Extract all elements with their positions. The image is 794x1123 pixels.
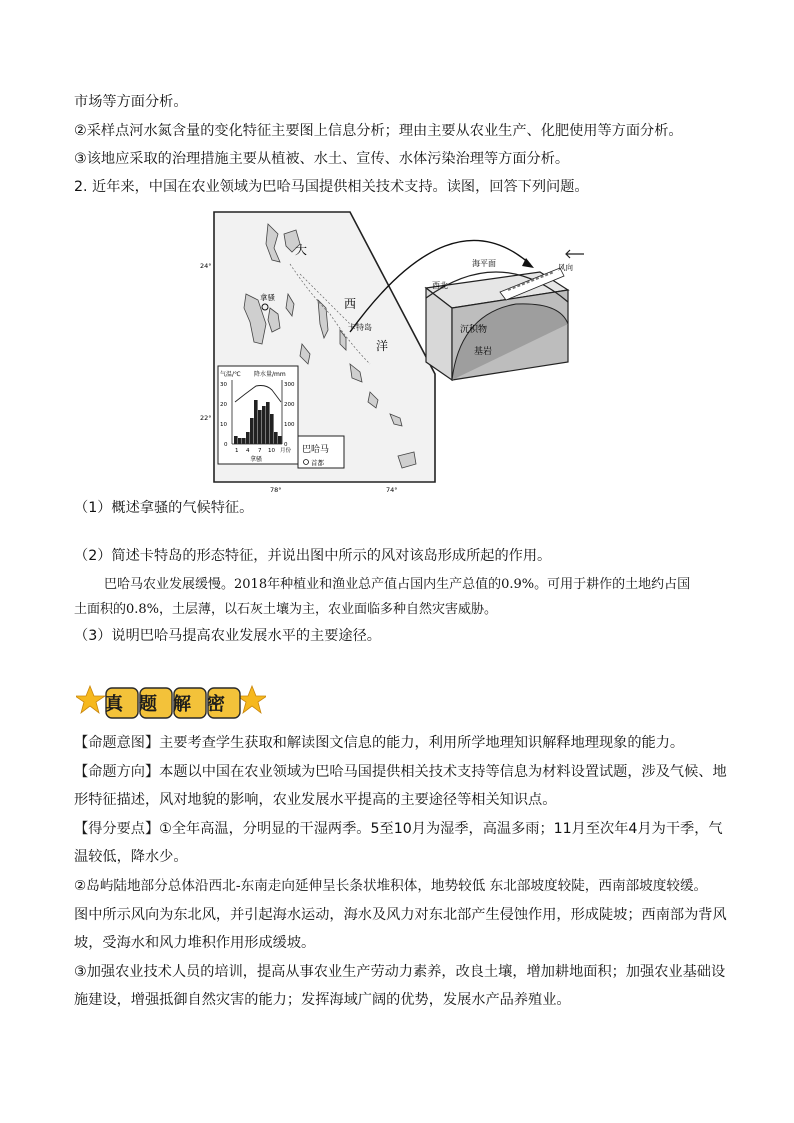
chart-station: 拿骚 [250, 456, 263, 463]
chart-left-tick: 10 [220, 422, 227, 428]
chart-right-tick: 200 [284, 402, 295, 408]
label-lat-top: 24° [200, 262, 212, 270]
label-sediment: 沉积物 [460, 325, 488, 335]
chart-left-tick: 30 [220, 382, 227, 388]
label-lon-right: 74° [386, 486, 398, 494]
label-sea-level: 海平面 [472, 259, 496, 268]
question-3: （3）说明巴哈马提高农业发展水平的主要途径。 [74, 628, 381, 644]
direction-text-1: 本题以中国在农业领域为巴哈马国提供相关技术支持等信息为材料设置试题，涉及气候、地 [159, 764, 727, 780]
answer-banner [76, 680, 266, 726]
banner-title: 真题解密 [105, 694, 241, 715]
intent-line [74, 733, 684, 753]
question-2: （2）简述卡特岛的形态特征，并说出图中所示的风对该岛形成所起的作用。 [74, 548, 552, 564]
chart-right-title: 降水量/mm [254, 371, 286, 378]
intent-text: 主要考查学生获取和解读图文信息的能力，利用所学地理知识解释地理现象的能力。 [159, 735, 685, 751]
points-line-4: 图中所示风向为东北风，并引起海水运动，海水及风力对东北部产生侵蚀作用，形成陡坡；西南部为背风 [74, 907, 727, 923]
material-line-2: 土面积的0.8%，土层薄，以石灰土壤为主，农业面临多种自然灾害威胁。 [74, 602, 498, 617]
legend-capital: 首都 [311, 459, 324, 467]
label-wind: 风向 [558, 263, 573, 272]
material-line-1: 巴哈马农业发展缓慢。2018年种植业和渔业总产值占国内生产总值的0.9%。可用于耕作的土地约占国 [104, 577, 691, 592]
points-line-2: 温较低，降水少。 [74, 849, 188, 865]
intro-line-3: ③该地应采取的治理措施主要从植被、水土、宣传、水体污染治理等方面分析。 [74, 151, 570, 167]
chart-right-tick: 300 [284, 382, 295, 388]
points-line-1 [74, 819, 723, 839]
label-lat-bottom: 22° [200, 414, 212, 422]
chart-left-title: 气温/℃ [220, 371, 241, 378]
star-left-icon [76, 686, 105, 713]
direction-line-2: 形特征描述，风对地貌的影响，农业发展水平提高的主要途径等相关知识点。 [74, 792, 557, 808]
points-line-5: 坡，受海水和风力堆积作用形成缓坡。 [74, 935, 316, 951]
points-text-1: ①全年高温，分明显的干湿两季。5至10月为湿季，高温多雨；11月至次年4月为干季，气 [159, 821, 723, 837]
direction-tag: 【命题方向】 [74, 764, 160, 780]
chart-x-tick: 1 [235, 448, 239, 454]
label-ocean-2: 西 [344, 297, 357, 311]
legend-country: 巴哈马 [302, 445, 330, 455]
direction-line-1 [74, 762, 727, 782]
wind-arrow-icon [566, 250, 584, 258]
intent-tag: 【命题意图】 [74, 735, 160, 751]
points-line-6: ③加强农业技术人员的培训，提高从事农业生产劳动力素养，改良土壤，增加耕地面积；加强农业基础设 [74, 964, 726, 980]
chart-x-unit: 月份 [280, 448, 292, 454]
question-figure [200, 204, 594, 494]
label-bedrock: 基岩 [474, 347, 493, 357]
star-right-icon [237, 686, 266, 713]
question-1: （1）概述拿骚的气候特征。 [74, 500, 254, 516]
banner-svg [76, 680, 266, 726]
points-line-7: 施建设，增强抵御自然灾害的能力；发挥海域广阔的优势，发展水产品养殖业。 [74, 992, 571, 1008]
label-ocean-3: 洋 [376, 339, 389, 353]
points-tag: 【得分要点】 [74, 821, 160, 837]
label-ocean-1: 大 [295, 243, 308, 257]
question-stem: 2. 近年来，中国在农业领域为巴哈马国提供相关技术支持。读图，回答下列问题。 [74, 179, 589, 195]
map-legend [298, 436, 344, 468]
points-line-3: ②岛屿陆地部分总体沿西北-东南走向延伸呈长条状堆积体，地势较低 东北部坡度较陡，西南部坡度较缓。 [74, 878, 708, 894]
intro-line-1: 市场等方面分析。 [74, 94, 188, 110]
climate-chart [218, 366, 298, 464]
intro-line-2: ②采样点河水氮含量的变化特征主要图上信息分析；理由主要从农业生产、化肥使用等方面分析。 [74, 123, 683, 139]
label-cat-island: 卡特岛 [348, 323, 372, 332]
figure-svg [200, 204, 594, 494]
chart-left-tick: 0 [224, 442, 228, 448]
chart-right-tick: 100 [284, 422, 295, 428]
label-lon-left: 78° [270, 486, 282, 494]
chart-x-tick: 4 [246, 448, 250, 454]
chart-x-tick: 10 [268, 448, 275, 454]
label-northwest: 西北 [432, 281, 448, 290]
chart-right-tick: 0 [284, 442, 288, 448]
chart-x-tick: 7 [258, 448, 262, 454]
chart-left-tick: 20 [220, 402, 227, 408]
label-nassau: 拿骚 [260, 293, 275, 302]
